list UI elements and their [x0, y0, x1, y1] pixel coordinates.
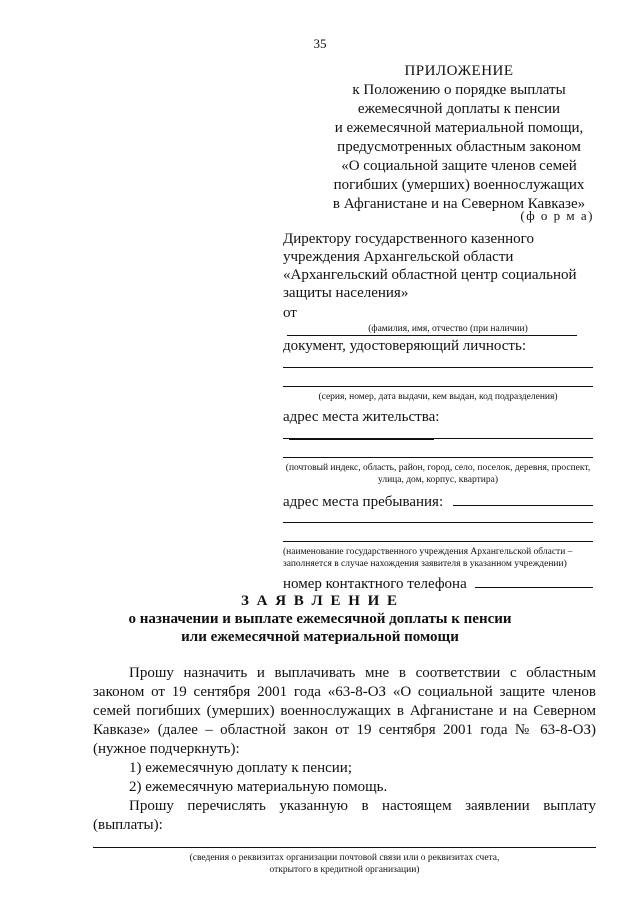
statement-body — [93, 664, 596, 876]
appendix-line: погибших (умерших) военнослужащих — [333, 177, 585, 193]
stay-field-2[interactable] — [283, 522, 593, 523]
option-item-2: 2) ежемесячную материальную помощь. — [129, 779, 388, 795]
transfer-request: Прошу перечислять указанную в настоящем заявлении выплату (выплаты): — [93, 798, 596, 833]
residence-label: адрес места жительства: — [283, 409, 440, 425]
transfer-hint-2: открытого в кредитной организации) — [269, 865, 420, 875]
addressee-line: учреждения Архангельской области — [283, 249, 514, 265]
residence-field-3[interactable] — [283, 457, 593, 458]
id-doc-hint: (серия, номер, дата выдачи, кем выдан, код подразделения) — [318, 392, 558, 402]
from-hint: (фамилия, имя, отчество (при наличии) — [368, 324, 528, 334]
residence-field[interactable] — [289, 426, 434, 440]
id-doc-field-2[interactable] — [283, 386, 593, 387]
id-doc-label: документ, удостоверяющий личность: — [283, 338, 526, 354]
page-number: 35 — [313, 36, 327, 51]
addressee-line: Директору государственного казенного — [283, 231, 534, 247]
appendix-title: ПРИЛОЖЕНИЕ — [404, 63, 514, 79]
addressee-line: «Архангельский областной центр социальной — [283, 267, 577, 283]
statement-title: З А Я В Л Е Н И Е — [240, 593, 400, 609]
statement-subtitle-2: или ежемесячной материальной помощи — [181, 629, 459, 645]
form-label: (ф о р м а) — [520, 208, 594, 223]
transfer-hint: (сведения о реквизитах организации почтовой связи или о реквизитах счета, — [189, 853, 500, 863]
from-label: от — [283, 305, 297, 321]
addressee-line: защиты населения» — [283, 285, 409, 301]
residence-hint: (почтовый индекс, область, район, город, село, поселок, деревня, проспект, улица, дом, корпус, квартира) — [285, 463, 591, 485]
appendix-line: в Афганистане и на Северном Кавказе» — [332, 196, 586, 212]
addressee-block — [283, 230, 593, 594]
stay-hint: (наименование государственного учреждения Архангельской области – заполняется в случае нахождения заявителя в указанном учреждении) — [283, 547, 573, 569]
appendix-line: к Положению о порядке выплаты — [352, 82, 566, 98]
transfer-details-field[interactable] — [93, 847, 596, 848]
phone-field[interactable] — [475, 574, 593, 588]
stay-field[interactable] — [453, 492, 593, 506]
appendix-line: ежемесячной доплаты к пенсии — [357, 101, 561, 117]
statement-paragraph: Прошу назначить и выплачивать мне в соответствии с областным законом от 19 сентября 2001 года «63-8-ОЗ «О социальной защите членов семей погибших (умерших) военнослужащих в Афганистане и на Северном Кавказе» (далее – областной закон от 19 сентября 2001 года № 63-8-ОЗ) (нужное подчеркнуть): — [93, 665, 596, 757]
appendix-line: предусмотренных областным законом — [337, 139, 581, 155]
phone-label: номер контактного телефона — [283, 576, 467, 592]
appendix-header — [300, 62, 618, 214]
statement-subtitle: о назначении и выплате ежемесячной доплаты к пенсии — [128, 611, 512, 627]
option-item-1: 1) ежемесячную доплату к пенсии; — [129, 760, 352, 776]
id-doc-field[interactable] — [283, 367, 593, 368]
stay-label: адрес места пребывания: — [283, 494, 444, 510]
stay-field-3[interactable] — [283, 541, 593, 542]
appendix-line: и ежемесячной материальной помощи, — [334, 120, 584, 136]
appendix-line: «О социальной защите членов семей — [341, 158, 577, 174]
